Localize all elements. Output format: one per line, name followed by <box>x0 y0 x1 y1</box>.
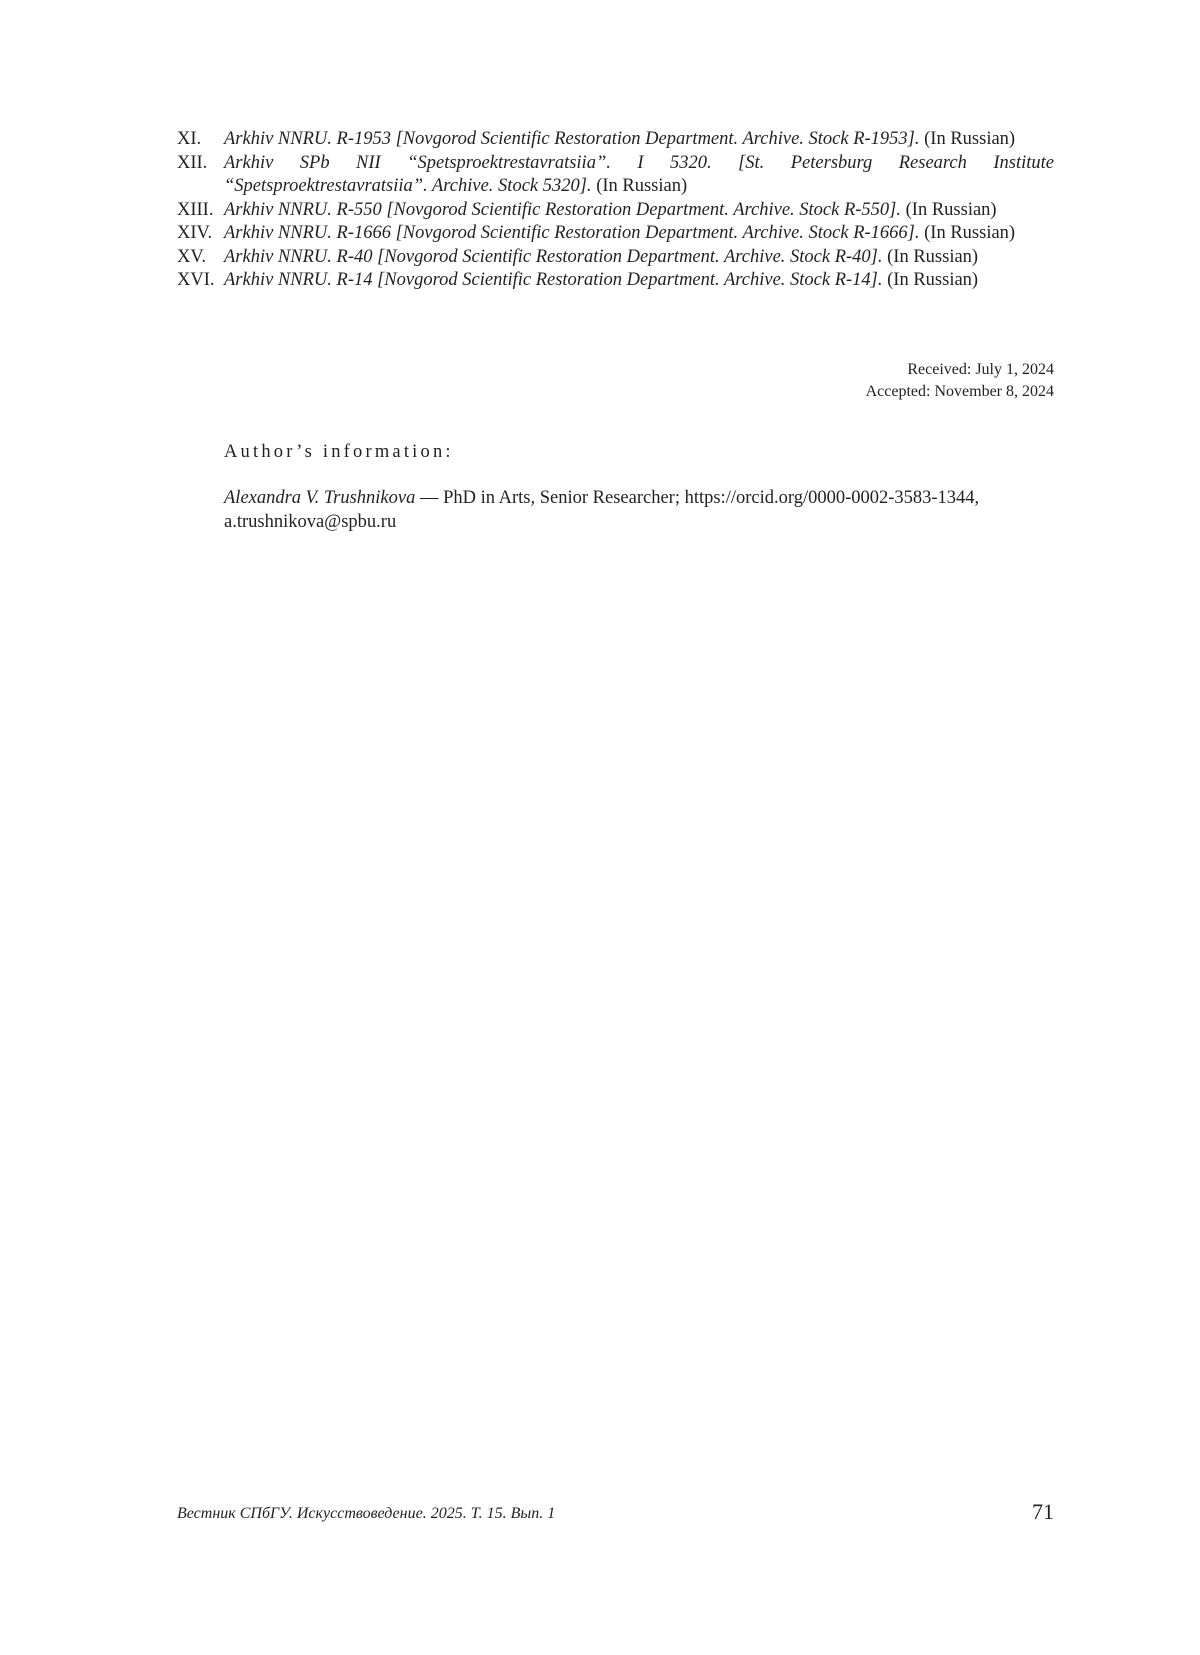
page-number: 71 <box>1032 1499 1054 1524</box>
reference-title: Arkhiv NNRU. R-1953 [Novgorod Scientific Restoration Department. Archive. Stock R-1953]. <box>224 129 920 149</box>
reference-list <box>177 128 1054 293</box>
reference-number: XIII. <box>177 199 214 220</box>
reference-text <box>224 222 1054 246</box>
reference-note: (In Russian) <box>924 129 1016 149</box>
reference-text <box>224 246 1054 270</box>
reference-number: XII. <box>177 152 208 173</box>
reference-note: (In Russian) <box>887 270 979 290</box>
reference-item <box>177 246 1054 270</box>
reference-text <box>224 128 1054 152</box>
reference-number: XIV. <box>177 223 213 243</box>
reference-item <box>177 269 1054 293</box>
reference-item <box>177 222 1054 246</box>
accepted-date: Accepted: November 8, 2024 <box>865 383 1054 400</box>
author-name: Alexandra V. Trushnikova <box>224 488 416 508</box>
reference-note: (In Russian) <box>905 199 997 220</box>
author-details: — PhD in Arts, Senior Researcher; https://orcid.org/0000-0002-3583-1344, a.trushnikova@spbu.ru <box>224 488 980 532</box>
reference-title: Arkhiv NNRU. R-40 [Novgorod Scientific Restoration Department. Archive. Stock R-40]. <box>224 246 883 267</box>
reference-note: (In Russian) <box>596 176 688 196</box>
reference-text <box>224 269 1054 293</box>
author-info <box>224 486 1054 534</box>
reference-item <box>177 128 1054 152</box>
author-info-heading: Author’s information: <box>224 442 454 462</box>
reference-number: XI. <box>177 129 202 149</box>
reference-title: Arkhiv NNRU. R-14 [Novgorod Scientific Restoration Department. Archive. Stock R-14]. <box>224 270 883 290</box>
received-date: Received: July 1, 2024 <box>907 361 1054 378</box>
reference-text <box>224 199 1054 223</box>
reference-title: Arkhiv NNRU. R-1666 [Novgorod Scientific Restoration Department. Archive. Stock R-1666]. <box>224 223 920 243</box>
reference-note: (In Russian) <box>887 246 979 267</box>
reference-number: XVI. <box>177 270 215 290</box>
reference-title: Arkhiv SPb NII “Spetsproektrestavratsiia”. I 5320. [St. Petersburg Research Institute “Spetsproektrestavratsiia”. Archive. Stock 5320]. <box>224 152 1054 196</box>
reference-note: (In Russian) <box>924 223 1016 243</box>
journal-footer: Вестник СПбГУ. Искусствоведение. 2025. Т. 15. Вып. 1 <box>177 1505 556 1522</box>
reference-item <box>177 152 1054 199</box>
reference-item <box>177 199 1054 223</box>
reference-text <box>224 152 1054 199</box>
reference-number: XV. <box>177 246 206 267</box>
article-dates <box>866 359 1054 403</box>
reference-title: Arkhiv NNRU. R-550 [Novgorod Scientific Restoration Department. Archive. Stock R-550]. <box>224 199 902 220</box>
